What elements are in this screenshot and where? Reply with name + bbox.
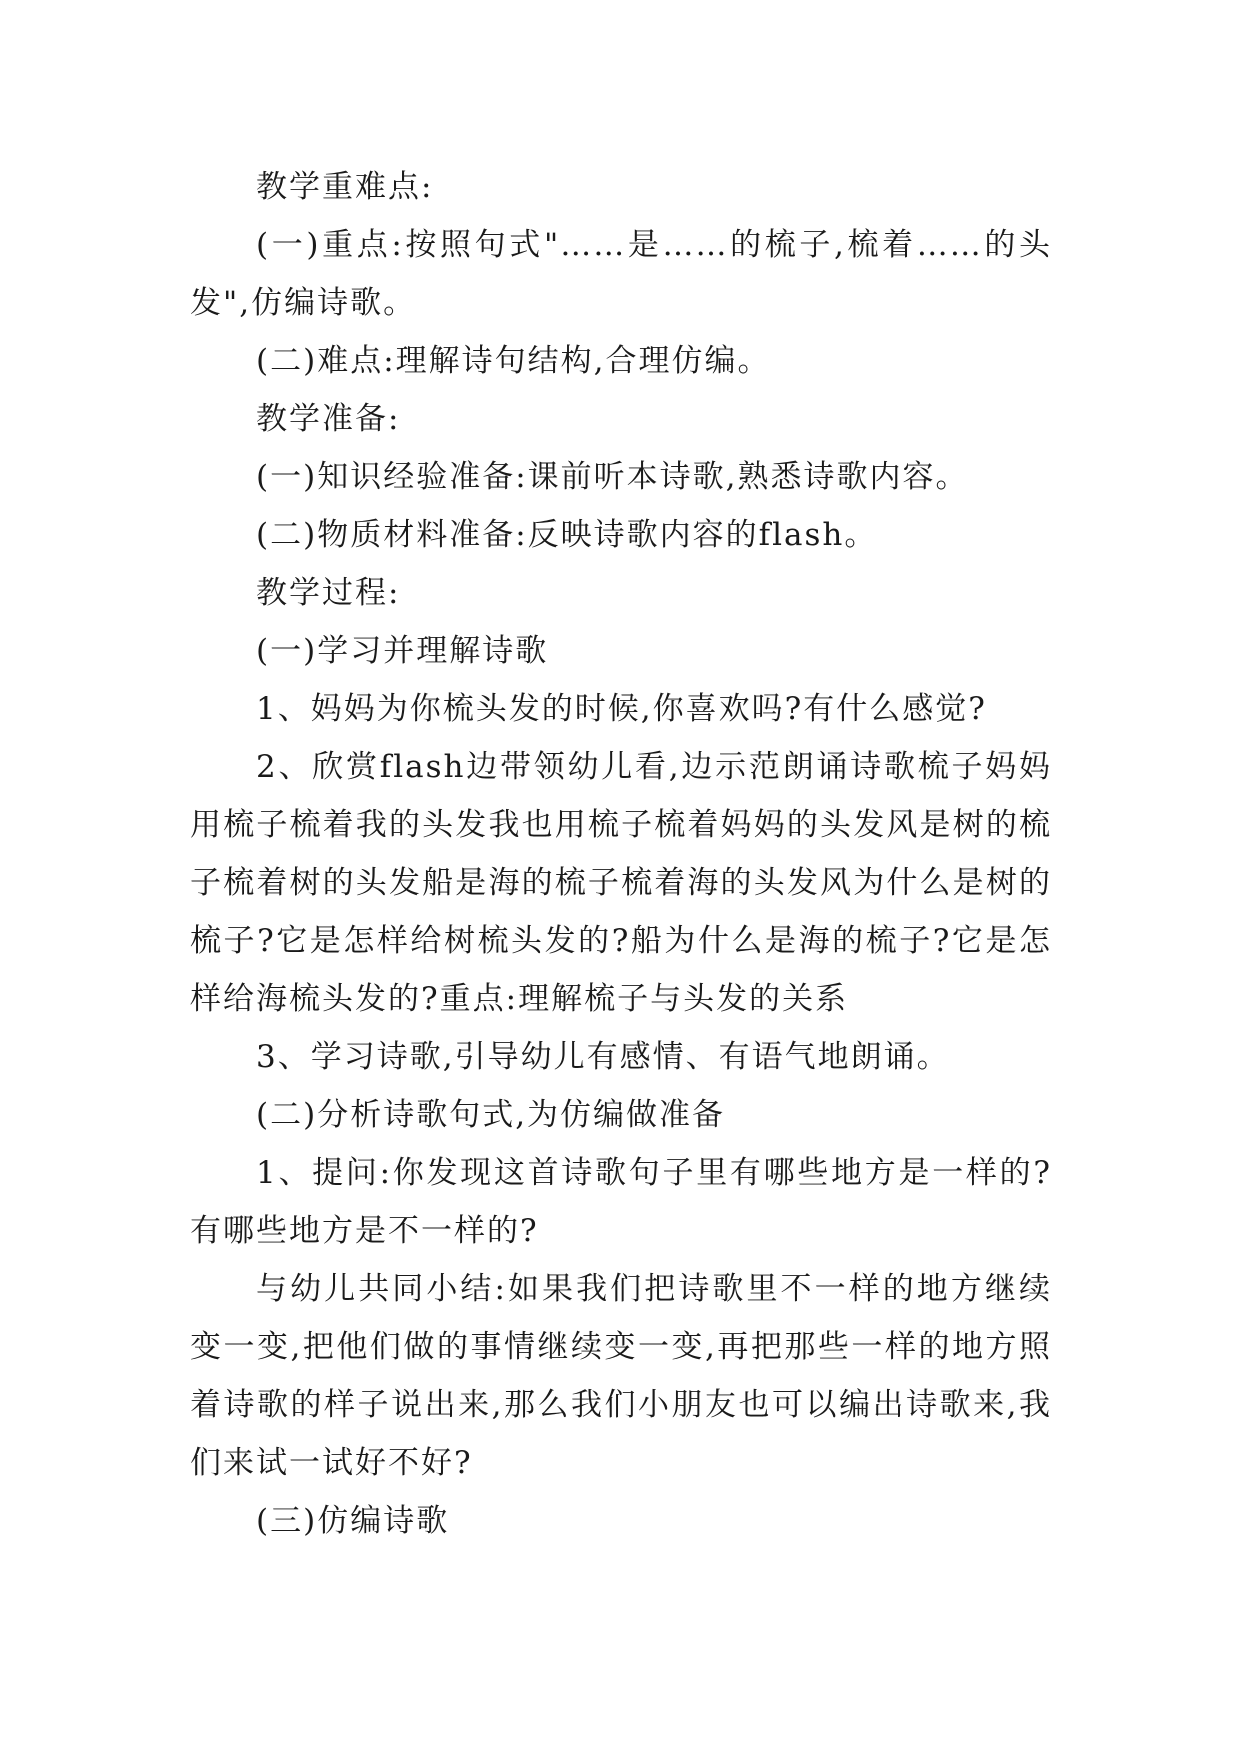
paragraph-step-two-title: (二)分析诗歌句式,为仿编做准备 xyxy=(256,1097,726,1133)
heading-teaching-difficulties: 教学重难点: xyxy=(256,169,434,205)
paragraph-question-two: 1、提问:你发现这首诗歌句子里有哪些地方是一样的?有哪些地方是不一样的? xyxy=(190,1155,1052,1249)
heading-teaching-process: 教学过程: xyxy=(256,575,401,611)
document-page xyxy=(190,158,1052,1550)
paragraph-summary: 与幼儿共同小结:如果我们把诗歌里不一样的地方继续变一变,把他们做的事情继续变一变,再把那些一样的地方照着诗歌的样子说出来,那么我们小朋友也可以编出诗歌来,我们来试一试好不好? xyxy=(190,1271,1052,1481)
paragraph-difficult-point: (二)难点:理解诗句结构,合理仿编。 xyxy=(256,343,771,379)
paragraph-step-one-title: (一)学习并理解诗歌 xyxy=(256,633,549,669)
paragraph-learn-poem: 3、学习诗歌,引导幼儿有感情、有语气地朗诵。 xyxy=(256,1039,950,1075)
paragraph-question-one: 1、妈妈为你梳头发的时候,你喜欢吗?有什么感觉? xyxy=(256,691,987,727)
paragraph-knowledge-preparation: (一)知识经验准备:课前听本诗歌,熟悉诗歌内容。 xyxy=(256,459,969,495)
paragraph-step-three-title: (三)仿编诗歌 xyxy=(256,1503,450,1539)
paragraph-material-preparation: (二)物质材料准备:反映诗歌内容的flash。 xyxy=(256,517,878,553)
paragraph-key-point: (一)重点:按照句式"……是……的梳子,梳着……的头发",仿编诗歌。 xyxy=(190,227,1052,321)
heading-teaching-preparation: 教学准备: xyxy=(256,401,401,437)
paragraph-flash-appreciation: 2、欣赏flash边带领幼儿看,边示范朗诵诗歌梳子妈妈用梳子梳着我的头发我也用梳子梳着妈妈的头发风是树的梳子梳着树的头发船是海的梳子梳着海的头发风为什么是树的梳子?它是怎样给树梳头发的?船为什么是海的梳子?它是怎样给海梳头发的?重点:理解梳子与头发的关系 xyxy=(190,749,1052,1017)
